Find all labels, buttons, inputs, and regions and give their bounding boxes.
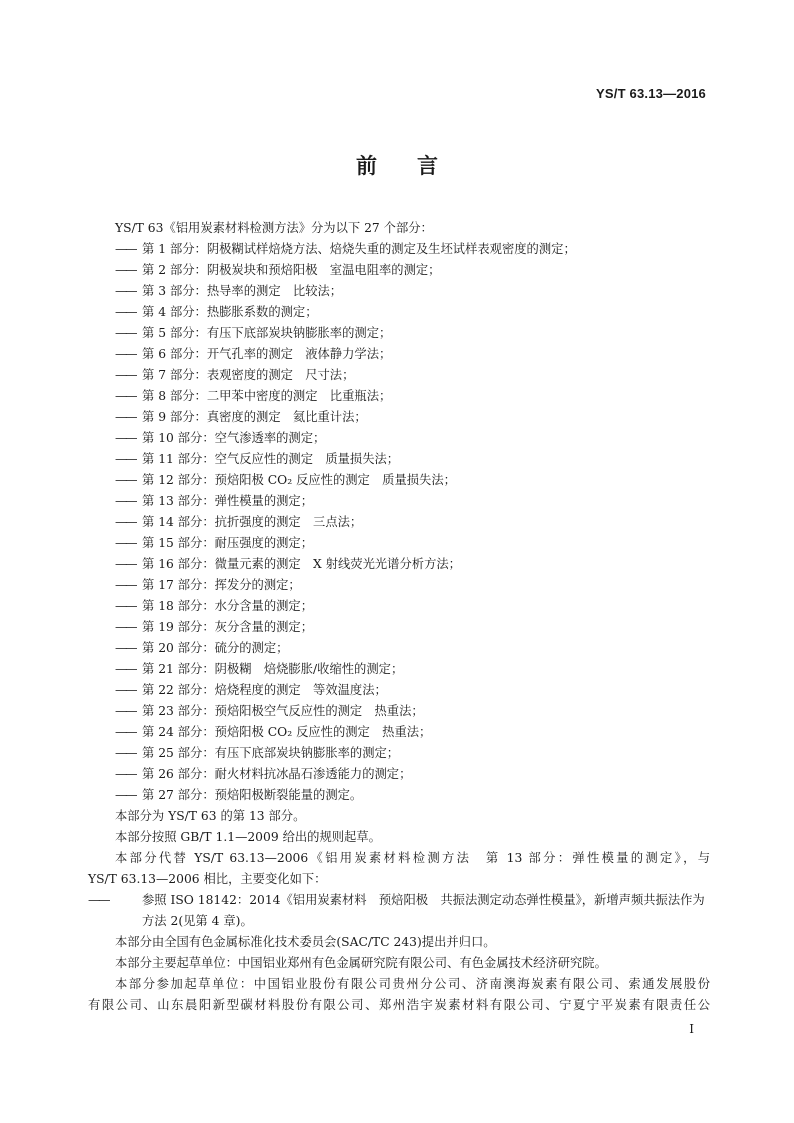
part-of-paragraph: 本部分为 YS/T 63 的第 13 部分。 — [115, 809, 306, 823]
item-dash: —— — [115, 326, 136, 340]
part-item-text: 第 13 部分：弹性模量的测定； — [142, 494, 314, 508]
part-item-text: 第 20 部分：硫分的测定； — [142, 641, 289, 655]
part-item-text: 第 25 部分：有压下底部炭块钠膨胀率的测定； — [142, 746, 400, 760]
item-dash: —— — [115, 557, 136, 571]
part-list-item — [88, 659, 710, 680]
part-item-text: 第 6 部分：开气孔率的测定 液体静力学法； — [142, 347, 392, 361]
page-number: I — [689, 1022, 694, 1036]
title-char-1: 前 — [356, 154, 377, 178]
part-item-text: 第 8 部分：二甲苯中密度的测定 比重瓶法； — [142, 389, 392, 403]
item-dash: —— — [115, 263, 136, 277]
part-list-item — [88, 428, 710, 449]
replaces-paragraph-line2: YS/T 63.13—2006 相比，主要变化如下： — [88, 872, 327, 886]
part-item-text: 第 12 部分：预焙阳极 CO₂ 反应性的测定 质量损失法； — [142, 473, 456, 487]
part-item-text: 第 2 部分：阴极炭块和预焙阳极 室温电阻率的测定； — [142, 263, 441, 277]
part-list-item — [88, 302, 710, 323]
part-item-text: 第 15 部分：耐压强度的测定； — [142, 536, 314, 550]
part-list-item — [88, 785, 710, 806]
change-dash: —— — [88, 893, 109, 907]
item-dash: —— — [115, 683, 136, 697]
part-item-text: 第 10 部分：空气渗透率的测定； — [142, 431, 326, 445]
part-list-item — [88, 365, 710, 386]
part-item-text: 第 16 部分：微量元素的测定 X 射线荧光光谱分析方法； — [142, 557, 461, 571]
part-item-text: 第 11 部分：空气反应性的测定 质量损失法； — [142, 452, 400, 466]
part-item-text: 第 21 部分：阴极糊 焙烧膨胀/收缩性的测定； — [142, 662, 404, 676]
part-item-text: 第 19 部分：灰分含量的测定； — [142, 620, 314, 634]
part-item-text: 第 5 部分：有压下底部炭块钠膨胀率的测定； — [142, 326, 392, 340]
item-dash: —— — [115, 305, 136, 319]
replaces-paragraph-line1: 本部分代替 YS/T 63.13—2006《铝用炭素材料检测方法 第 13 部分：弹性模量的测定》，与 — [115, 851, 710, 865]
item-dash: —— — [115, 599, 136, 613]
part-list-item — [88, 323, 710, 344]
proposed-paragraph: 本部分由全国有色金属标准化技术委员会(SAC/TC 243)提出并归口。 — [115, 935, 496, 949]
item-dash: —— — [115, 368, 136, 382]
change-item — [88, 890, 710, 932]
item-dash: —— — [115, 662, 136, 676]
change-item-text: 参照 ISO 18142：2014《铝用炭素材料 预焙阳极 共振法测定动态弹性模量》，新增声频共振法作为方法 2(见第 4 章)。 — [142, 893, 705, 928]
part-list-item — [88, 344, 710, 365]
drafting-rules-paragraph: 本部分按照 GB/T 1.1—2009 给出的规则起草。 — [115, 830, 381, 844]
part-list-item — [88, 554, 710, 575]
part-item-text: 第 1 部分：阴极糊试样焙烧方法、焙烧失重的测定及生坯试样表观密度的测定； — [142, 242, 576, 256]
item-dash: —— — [115, 788, 136, 802]
item-dash: —— — [115, 515, 136, 529]
item-dash: —— — [115, 473, 136, 487]
item-dash: —— — [115, 242, 136, 256]
item-dash: —— — [115, 431, 136, 445]
part-item-text: 第 26 部分：耐火材料抗冰晶石渗透能力的测定； — [142, 767, 412, 781]
item-dash: —— — [115, 641, 136, 655]
item-dash: —— — [115, 452, 136, 466]
part-list-item — [88, 638, 710, 659]
part-list-item — [88, 260, 710, 281]
item-dash: —— — [115, 620, 136, 634]
part-item-text: 第 9 部分：真密度的测定 氦比重计法； — [142, 410, 367, 424]
part-item-text: 第 3 部分：热导率的测定 比较法； — [142, 284, 343, 298]
part-item-text: 第 18 部分：水分含量的测定； — [142, 599, 314, 613]
part-list-item — [88, 386, 710, 407]
part-item-text: 第 23 部分：预焙阳极空气反应性的测定 热重法； — [142, 704, 424, 718]
part-item-text: 第 24 部分：预焙阳极 CO₂ 反应性的测定 热重法； — [142, 725, 432, 739]
part-list-item — [88, 701, 710, 722]
item-dash: —— — [115, 767, 136, 781]
part-item-text: 第 14 部分：抗折强度的测定 三点法； — [142, 515, 363, 529]
title-char-2: 言 — [417, 154, 438, 178]
part-list-item — [88, 281, 710, 302]
item-dash: —— — [115, 410, 136, 424]
item-dash: —— — [115, 746, 136, 760]
part-list-item — [88, 722, 710, 743]
participants-paragraph-line1: 本部分参加起草单位：中国铝业股份有限公司贵州分公司、济南澳海炭素有限公司、索通发展股份 — [115, 977, 710, 991]
item-dash: —— — [115, 347, 136, 361]
participants-paragraph-line2: 有限公司、山东晨阳新型碳材料股份有限公司、郑州浩宇炭素材料有限公司、宁夏宁平炭素有限责任公 — [88, 998, 710, 1012]
intro-paragraph: YS/T 63《铝用炭素材料检测方法》分为以下 27 个部分： — [115, 221, 433, 235]
standard-code: YS/T 63.13—2016 — [596, 86, 706, 101]
part-list-item — [88, 533, 710, 554]
part-list-item — [88, 239, 710, 260]
part-list-item — [88, 764, 710, 785]
part-list-item — [88, 743, 710, 764]
part-list-item — [88, 596, 710, 617]
part-list-item — [88, 407, 710, 428]
part-item-text: 第 27 部分：预焙阳极断裂能量的测定。 — [142, 788, 363, 802]
item-dash: —— — [115, 494, 136, 508]
part-item-text: 第 17 部分：挥发分的测定； — [142, 578, 301, 592]
page-title — [0, 150, 794, 180]
part-list-item — [88, 470, 710, 491]
part-list-item — [88, 575, 710, 596]
item-dash: —— — [115, 284, 136, 298]
part-list-item — [88, 680, 710, 701]
foreword-body — [88, 218, 710, 1016]
part-list-item — [88, 512, 710, 533]
part-list-item — [88, 491, 710, 512]
part-item-text: 第 7 部分：表观密度的测定 尺寸法； — [142, 368, 355, 382]
item-dash: —— — [115, 536, 136, 550]
part-item-text: 第 4 部分：热膨胀系数的测定； — [142, 305, 318, 319]
item-dash: —— — [115, 578, 136, 592]
item-dash: —— — [115, 725, 136, 739]
item-dash: —— — [115, 704, 136, 718]
part-list-item — [88, 449, 710, 470]
part-item-text: 第 22 部分：焙烧程度的测定 等效温度法； — [142, 683, 387, 697]
item-dash: —— — [115, 389, 136, 403]
main-drafters-paragraph: 本部分主要起草单位：中国铝业郑州有色金属研究院有限公司、有色金属技术经济研究院。 — [115, 956, 607, 970]
parts-list — [88, 239, 710, 806]
part-list-item — [88, 617, 710, 638]
